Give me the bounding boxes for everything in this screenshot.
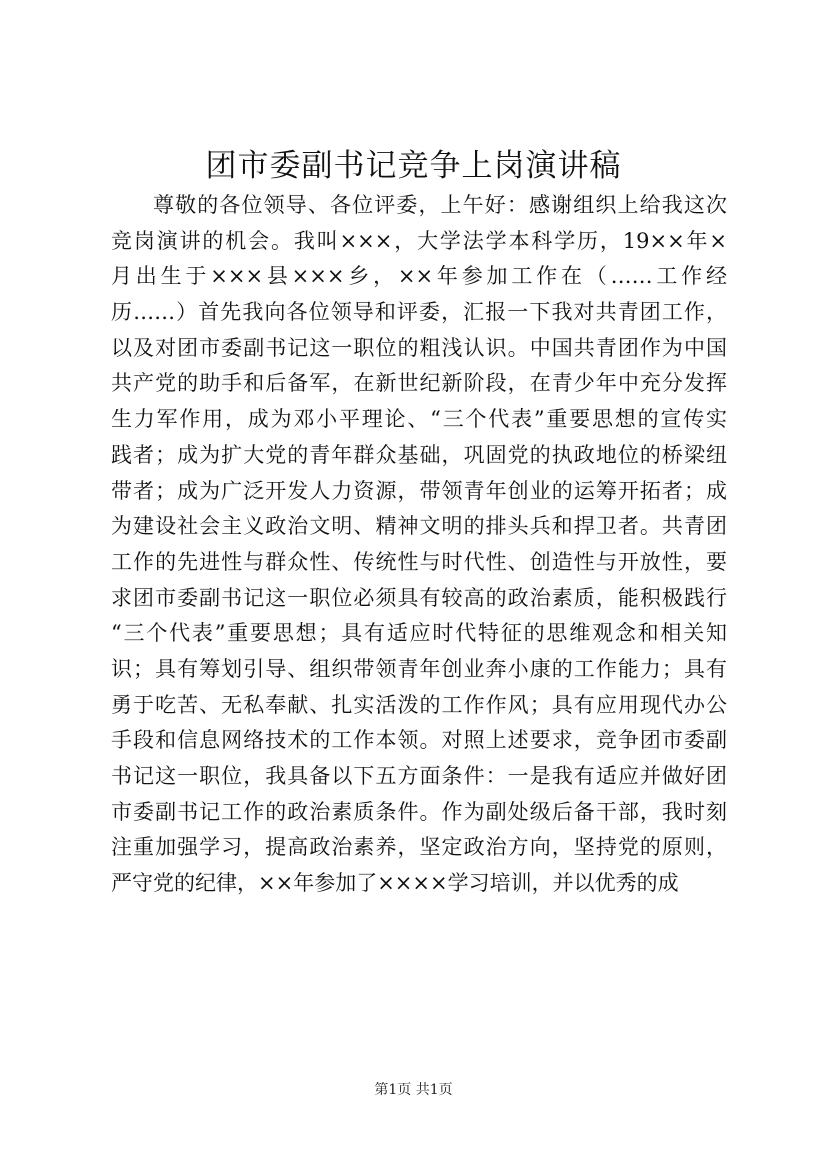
body-line: 带者；成为广泛开发人力资源，带领青年创业的运筹开拓者；成 [111,478,727,503]
body-line: 书记这一职位，我具备以下五方面条件：一是我有适应并做好团 [111,764,727,788]
document-body [111,188,727,902]
body-line: 历……）首先我向各位领导和评委，汇报一下我对共青团工作， [111,300,727,325]
body-line: 手段和信息网络技术的工作本领。对照上述要求，竞争团市委副 [111,728,727,753]
body-line: 生力军作用，成为邓小平理论、“三个代表”重要思想的宣传实 [111,407,727,432]
body-line: “三个代表”重要思想；具有适应时代特征的思维观念和相关知 [111,621,727,646]
body-line: 市委副书记工作的政治素质条件。作为副处级后备干部，我时刻 [111,799,727,824]
body-line: 践者；成为扩大党的青年群众基础，巩固党的执政地位的桥梁纽 [111,442,727,467]
body-line: 以及对团市委副书记这一职位的粗浅认识。中国共青团作为中国 [111,335,727,360]
body-line: 求团市委副书记这一职位必须具有较高的政治素质，能积极践行 [111,585,727,610]
body-line: 竞岗演讲的机会。我叫×××，大学法学本科学历，19××年× [111,228,727,253]
body-line: 注重加强学习，提高政治素养，坚定政治方向，坚持党的原则， [111,835,727,860]
body-line: 严守党的纪律，××年参加了××××学习培训，并以优秀的成 [111,871,679,896]
body-line: 尊敬的各位领导、各位评委，上午好：感谢组织上给我这次 [153,193,727,217]
body-line: 勇于吃苦、无私奉献、扎实活泼的工作作风；具有应用现代办公 [111,692,727,717]
body-line: 月出生于×××县×××乡，××年参加工作在（……工作经 [111,264,727,289]
body-line: 共产党的助手和后备军，在新世纪新阶段，在青少年中充分发挥 [111,371,727,396]
body-line: 为建设社会主义政治文明、精神文明的排头兵和捍卫者。共青团 [111,514,727,539]
page-footer: 第1页 共1页 [374,1082,453,1098]
body-line: 识；具有筹划引导、组织带领青年创业奔小康的工作能力；具有 [111,656,727,681]
document-title: 团市委副书记竞争上岗演讲稿 [205,148,622,184]
body-line: 工作的先进性与群众性、传统性与时代性、创造性与开放性，要 [111,549,727,574]
